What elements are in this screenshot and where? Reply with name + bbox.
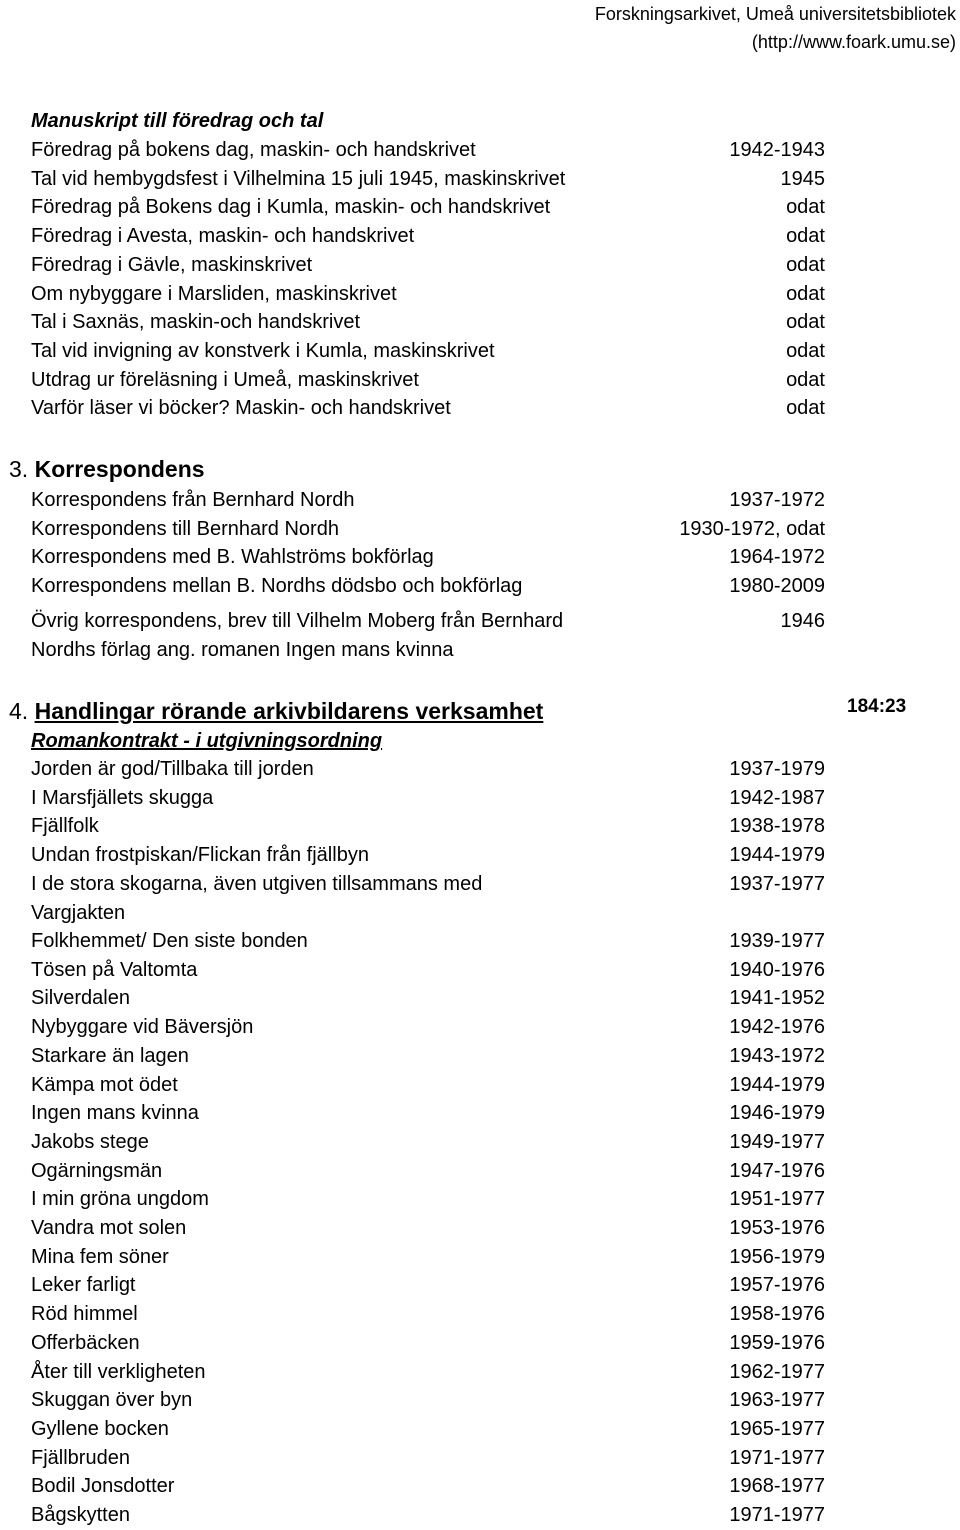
contract-row: [31, 784, 825, 813]
contract-row-title: Jakobs stege: [31, 1130, 149, 1153]
contract-row: [31, 755, 825, 784]
manuscript-row-date: odat: [786, 311, 825, 334]
section-3-number: 3.: [9, 456, 29, 482]
contract-row: [31, 1329, 825, 1358]
contract-row: [31, 1099, 825, 1128]
contract-row-title: Fjällfolk: [31, 815, 99, 838]
contract-row: [31, 1128, 825, 1157]
manuscript-row-date: odat: [786, 253, 825, 276]
manuscript-row: [31, 193, 825, 222]
contract-row-title: I min gröna ungdom: [31, 1188, 209, 1211]
contract-row-date: 1971-1977: [729, 1504, 825, 1526]
other-correspondence-date: 1946: [780, 610, 825, 632]
contract-row-date: 1941-1952: [729, 987, 825, 1010]
section-4-title: [9, 695, 543, 727]
header-url: (http://www.foark.umu.se): [751, 32, 956, 52]
contract-row-title: Bodil Jonsdotter: [31, 1475, 175, 1498]
contract-row-title: Kämpa mot ödet: [31, 1073, 178, 1096]
contract-row-date: 1971-1977: [729, 1446, 825, 1469]
contract-row-date: 1962-1977: [729, 1360, 825, 1383]
manuscript-row: [31, 280, 825, 309]
contract-row-date: 1953-1976: [729, 1217, 825, 1239]
manuscript-row-date: odat: [786, 368, 825, 391]
correspondence-row-date: 1937-1972: [729, 489, 825, 511]
manuscript-row-title: Utdrag ur föreläsning i Umeå, maskinskrivet: [31, 368, 419, 391]
contract-row-date: 1944-1979: [729, 844, 825, 867]
contract-row-title: Undan frostpiskan/Flickan från fjällbyn: [31, 844, 369, 867]
contract-row: [31, 1042, 825, 1071]
manuscript-row-title: Föredrag i Gävle, maskinskrivet: [31, 253, 313, 276]
header-institution: Forskningsarkivet, Umeå universitetsbibliotek: [594, 4, 956, 24]
manuscript-row: [31, 308, 825, 337]
correspondence-row-date: 1930-1972, odat: [679, 517, 825, 540]
manuscript-row-date: 1945: [780, 167, 825, 190]
contract-row-title: Åter till verkligheten: [31, 1360, 206, 1383]
contract-row-date: 1947-1976: [729, 1159, 825, 1182]
contract-row: [31, 1271, 825, 1300]
other-correspondence-row: [31, 607, 825, 665]
contract-row-title: I Marsfjällets skugga: [31, 786, 214, 809]
contract-row: [31, 1214, 825, 1243]
contract-row-date: 1951-1977: [729, 1188, 825, 1211]
contract-row: [31, 1444, 825, 1473]
contract-row-title: Gyllene bocken: [31, 1417, 169, 1440]
manuscript-row-date: odat: [786, 196, 825, 219]
contract-row-date: 1938-1978: [729, 815, 825, 838]
contract-row-date: 1940-1976: [729, 958, 825, 981]
contract-row: [31, 1386, 825, 1415]
section-4-label: Handlingar rörande arkivbildarens verksamhet: [34, 698, 544, 724]
contract-row: [31, 1472, 825, 1501]
contract-row-date: 1957-1976: [729, 1274, 825, 1297]
contract-row: [31, 984, 825, 1013]
manuscript-row: [31, 337, 825, 366]
manuscript-row-date: odat: [786, 339, 825, 362]
contract-row-title: Vandra mot solen: [31, 1217, 187, 1239]
manuscript-row: [31, 366, 825, 395]
manuscript-row: [31, 394, 825, 423]
contract-row: [31, 841, 825, 870]
contract-row-date: 1944-1979: [729, 1073, 825, 1096]
correspondence-row-date: 1964-1972: [729, 546, 825, 569]
contract-row-date: 1963-1977: [729, 1389, 825, 1412]
contract-row-title: Silverdalen: [31, 987, 130, 1010]
contract-row: [31, 1243, 825, 1272]
correspondence-row-title: Korrespondens mellan B. Nordhs dödsbo och bokförlag: [31, 575, 523, 598]
contract-row-date: 1965-1977: [729, 1417, 825, 1440]
manuscript-row: [31, 251, 825, 280]
contract-row-date: 1939-1977: [729, 930, 825, 952]
contract-row-title: Jorden är god/Tillbaka till jorden: [31, 758, 314, 780]
contract-row-title: Offerbäcken: [31, 1331, 140, 1354]
contract-row-date: 1949-1977: [729, 1130, 825, 1153]
contract-row-date: 1943-1972: [729, 1044, 825, 1067]
correspondence-row-title: Korrespondens från Bernhard Nordh: [31, 489, 355, 511]
contract-row: [31, 812, 825, 841]
contracts-heading: Romankontrakt - i utgivningsordning: [31, 730, 383, 752]
other-correspondence-title: Övrig korrespondens, brev till Vilhelm Moberg från Bernhard Nordhs förlag ang. romanen Ingen mans kvinna: [31, 610, 564, 661]
contract-row-date: 1942-1976: [729, 1016, 825, 1039]
contract-row: [31, 927, 825, 956]
contract-row-date: 1956-1979: [729, 1245, 825, 1268]
section-3-label: Korrespondens: [34, 456, 205, 482]
archive-header: [595, 0, 956, 56]
manuscript-row-title: Om nybyggare i Marsliden, maskinskrivet: [31, 282, 397, 305]
contract-row-title: Bågskytten: [31, 1504, 130, 1526]
manuscript-row: [31, 136, 825, 165]
manuscript-row-title: Tal vid invigning av konstverk i Kumla, maskinskrivet: [31, 339, 495, 362]
contract-row-title: Starkare än lagen: [31, 1044, 189, 1067]
contract-date: 1937-1977: [729, 873, 825, 895]
manuscript-row-date: odat: [786, 282, 825, 305]
contract-row-date: 1958-1976: [729, 1303, 825, 1326]
contract-row: [31, 956, 825, 985]
contract-row: [31, 1358, 825, 1387]
correspondence-row: [31, 543, 825, 572]
manuscript-row-title: Tal vid hembygdsfest i Vilhelmina 15 juli 1945, maskinskrivet: [31, 167, 566, 190]
contract-row: [31, 1501, 825, 1530]
shelf-reference: 184:23: [847, 696, 907, 717]
contract-title: I de stora skogarna, även utgiven tillsammans med Vargjakten: [31, 873, 483, 924]
contract-row-title: Folkhemmet/ Den siste bonden: [31, 930, 308, 952]
contract-row-title: Skuggan över byn: [31, 1389, 193, 1412]
contract-row-title: Mina fem söner: [31, 1245, 169, 1268]
correspondence-row: [31, 572, 825, 601]
contract-row-date: 1959-1976: [729, 1331, 825, 1354]
correspondence-row-title: Korrespondens med B. Wahlströms bokförlag: [31, 546, 434, 569]
manuscript-row-date: 1942-1943: [729, 139, 825, 161]
contract-row: [31, 1300, 825, 1329]
contract-row-date: 1946-1979: [729, 1102, 825, 1125]
contract-row-title: Röd himmel: [31, 1303, 138, 1326]
contract-row: [31, 1013, 825, 1042]
contract-row-date: 1968-1977: [729, 1475, 825, 1498]
manuscript-row-date: odat: [786, 225, 825, 248]
correspondence-row: [31, 515, 825, 544]
manuscript-row-title: Tal i Saxnäs, maskin-och handskrivet: [31, 311, 361, 334]
contract-row-title: Leker farligt: [31, 1274, 136, 1297]
manuscript-row-title: Varför läser vi böcker? Maskin- och handskrivet: [31, 397, 451, 420]
manuscripts-heading: Manuskript till föredrag och tal: [31, 110, 324, 132]
section-4-number: 4.: [9, 698, 29, 724]
contract-row-title: Tösen på Valtomta: [31, 958, 198, 981]
manuscript-row: [31, 222, 825, 251]
manuscript-row-title: Föredrag på Bokens dag i Kumla, maskin- och handskrivet: [31, 196, 551, 219]
contract-row: [31, 1415, 825, 1444]
manuscript-row: [31, 165, 825, 194]
correspondence-row-date: 1980-2009: [729, 575, 825, 598]
manuscript-row-title: Föredrag i Avesta, maskin- och handskrivet: [31, 225, 415, 248]
correspondence-row-title: Korrespondens till Bernhard Nordh: [31, 517, 339, 540]
contract-row-title: Nybyggare vid Bäversjön: [31, 1016, 254, 1039]
contract-row-title: Ogärningsmän: [31, 1159, 163, 1182]
manuscript-row-date: odat: [786, 397, 825, 420]
contract-row: [31, 1071, 825, 1100]
correspondence-row: [31, 486, 825, 515]
contract-row-title: Fjällbruden: [31, 1446, 130, 1469]
section-3-title: [9, 453, 205, 485]
contract-row: [31, 1157, 825, 1186]
contract-row: [31, 1185, 825, 1214]
contract-row-title: Ingen mans kvinna: [31, 1102, 199, 1125]
contract-row-date: 1942-1987: [729, 786, 825, 809]
contract-row-multiline: [31, 870, 825, 928]
manuscript-row-title: Föredrag på bokens dag, maskin- och handskrivet: [31, 139, 476, 161]
contract-row-date: 1937-1979: [729, 758, 825, 780]
